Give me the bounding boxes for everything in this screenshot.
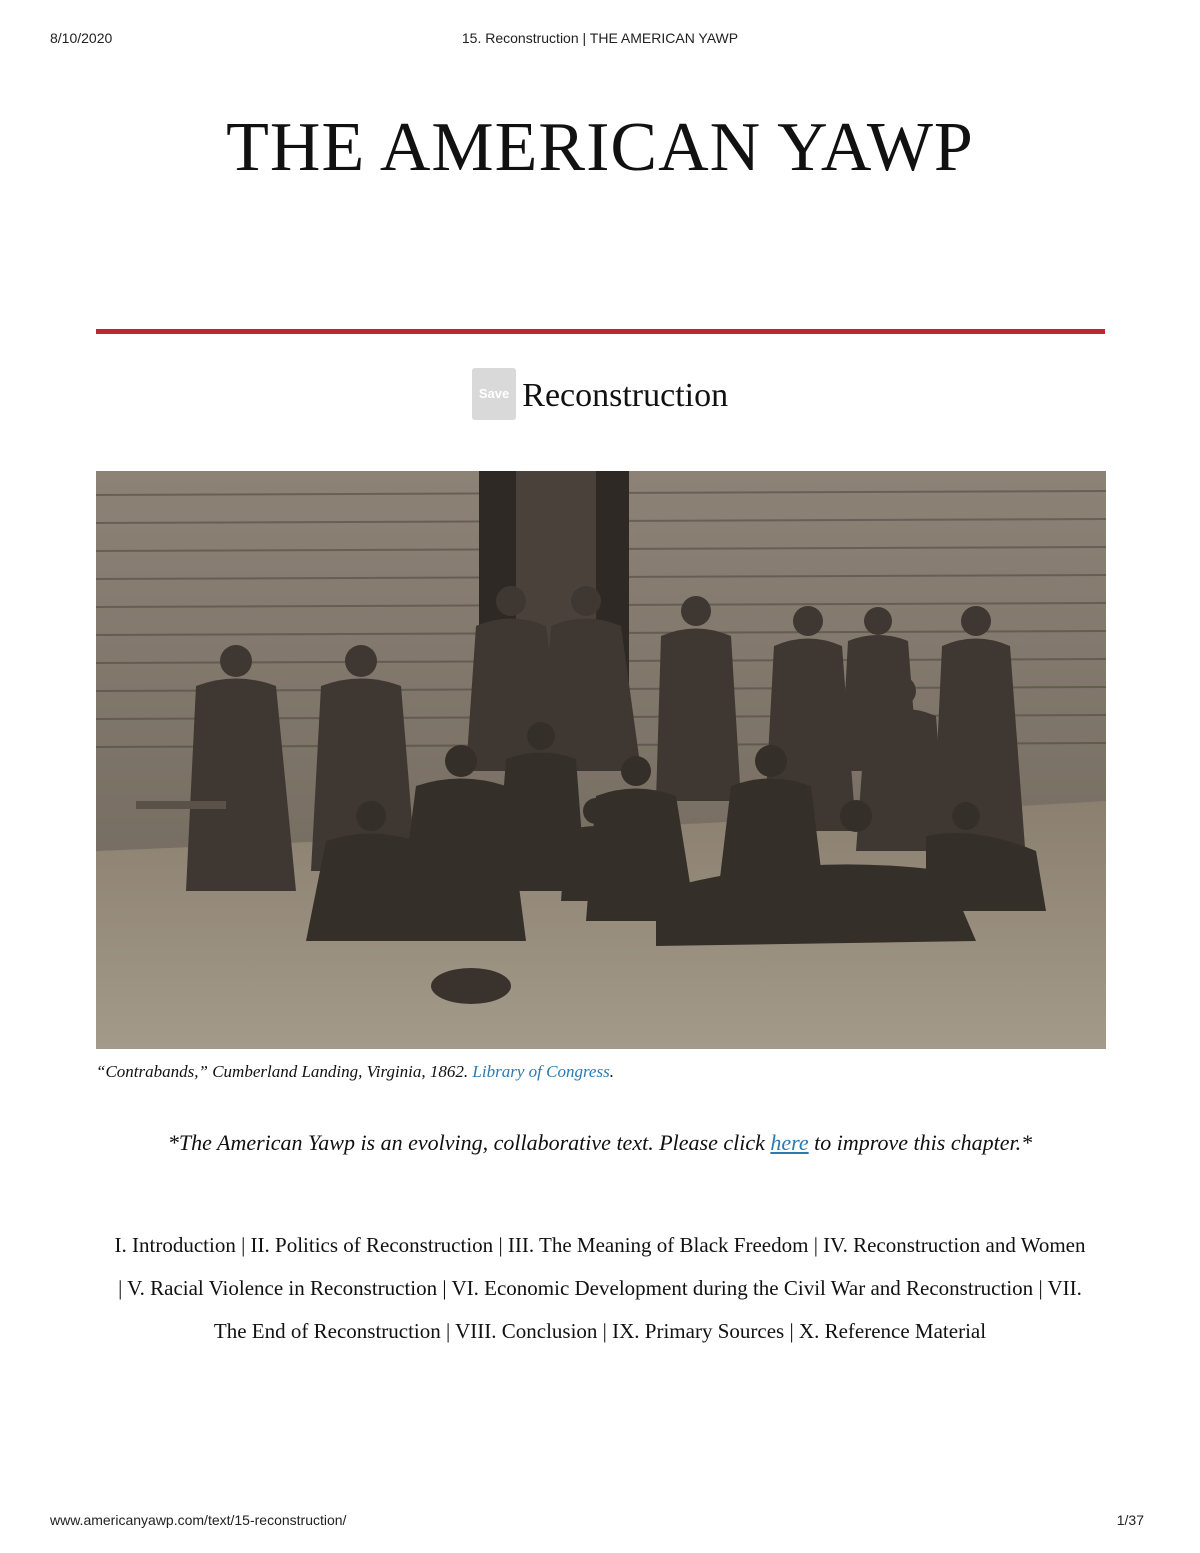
toc-link-economic-development[interactable]: VI. Economic Development during the Civil War and Reconstruction [451,1276,1034,1300]
notice-here-link[interactable]: here [770,1130,809,1155]
photo-illustration [96,471,1106,1049]
toc-separator: | [597,1319,613,1343]
save-button[interactable]: Save [472,368,516,420]
toc-link-black-freedom[interactable]: III. The Meaning of Black Freedom [507,1233,809,1257]
chapter-title [0,372,1200,424]
print-url: www.americanyawp.com/text/15-reconstruction/ [50,1512,347,1528]
caption-link-library-of-congress[interactable]: Library of Congress [472,1062,610,1081]
chapter-title-text: Reconstruction [522,376,729,414]
toc-separator: | [808,1233,824,1257]
toc-link-primary-sources[interactable]: IX. Primary Sources [612,1319,785,1343]
toc-link-introduction[interactable]: I. Introduction [114,1233,236,1257]
print-page-number: 1/37 [1116,1512,1144,1528]
toc-separator: | [784,1319,799,1343]
collaboration-notice [0,1130,1200,1156]
caption-text: “Contrabands,” Cumberland Landing, Virginia, 1862. [96,1062,473,1081]
notice-after: to improve this chapter.* [808,1130,1033,1155]
toc-separator: | [440,1319,456,1343]
chapter-photo [96,471,1106,1049]
toc-separator: | [1033,1276,1048,1300]
caption-end: . [609,1062,614,1081]
chapter-section-links [110,1224,1090,1353]
toc-separator: | [493,1233,508,1257]
toc-separator: | [118,1276,128,1300]
header-divider [96,329,1105,334]
photo-caption [96,1062,1106,1082]
toc-link-reference-material[interactable]: X. Reference Material [798,1319,987,1343]
print-page-title: 15. Reconstruction | THE AMERICAN YAWP [461,30,739,46]
print-date: 8/10/2020 [50,30,113,46]
site-title[interactable]: THE AMERICAN YAWP [226,109,974,186]
toc-link-racial-violence[interactable]: V. Racial Violence in Reconstruction [127,1276,438,1300]
toc-link-politics[interactable]: II. Politics of Reconstruction [250,1233,494,1257]
toc-separator: | [235,1233,251,1257]
toc-link-women[interactable]: IV. Reconstruction and Women [823,1233,1086,1257]
toc-separator: | [437,1276,452,1300]
notice-before: *The American Yawp is an evolving, collaborative text. Please click [167,1130,771,1155]
toc-link-conclusion[interactable]: VIII. Conclusion [455,1319,598,1343]
toc-link-end-of-reconstruction[interactable]: VII. The End of Reconstruction [213,1276,1082,1343]
